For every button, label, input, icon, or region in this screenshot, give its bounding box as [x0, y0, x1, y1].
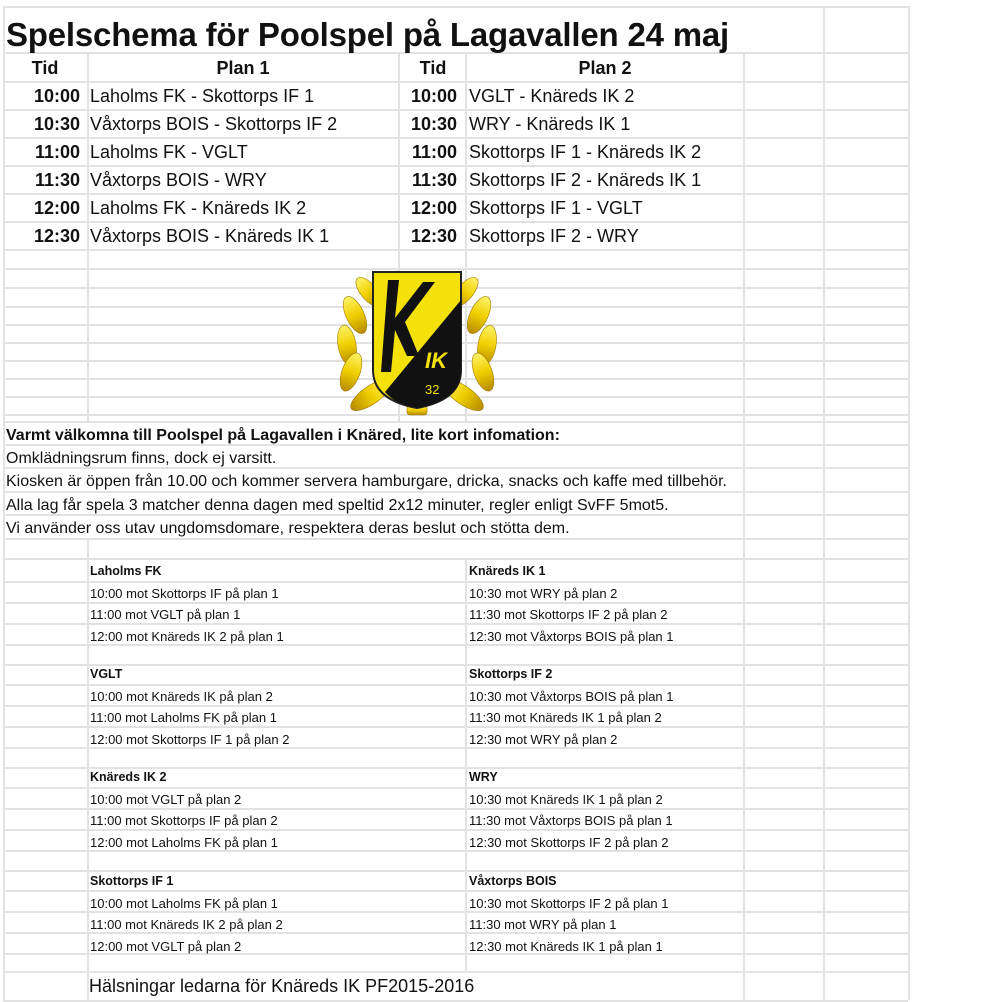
- team-game: 12:30 mot WRY på plan 2: [469, 732, 618, 747]
- match-plan-2: Skottorps IF 2 - WRY: [469, 226, 639, 246]
- grid-row-line: [3, 808, 908, 810]
- team-game: 10:00 mot VGLT på plan 2: [90, 792, 242, 807]
- team-name: Skottorps IF 1: [90, 874, 174, 888]
- match-plan-2: Skottorps IF 1 - VGLT: [469, 198, 643, 218]
- info-line: Kiosken är öppen från 10.00 och kommer servera hamburgare, dricka, snacks och kaffe med tillbehör.: [6, 473, 727, 490]
- grid-row-line: [3, 221, 908, 223]
- team-game: 11:00 mot Skottorps IF på plan 2: [90, 813, 278, 828]
- team-game: 10:30 mot WRY på plan 2: [469, 586, 618, 601]
- footer-greeting: Hälsningar ledarna för Knäreds IK PF2015-2016: [89, 976, 475, 996]
- header-plan-1: Plan 1: [216, 58, 270, 78]
- team-game: 11:00 mot VGLT på plan 1: [90, 607, 241, 622]
- grid-row-line: [3, 890, 908, 892]
- time-plan-2: 11:30: [411, 170, 457, 190]
- grid-row-line: [3, 137, 908, 139]
- time-plan-1: 10:00: [33, 86, 80, 106]
- team-game: 10:00 mot Laholms FK på plan 1: [90, 896, 278, 911]
- grid-col-line: [87, 52, 89, 422]
- grid-row-line: [3, 623, 908, 625]
- grid-row-line: [3, 6, 908, 8]
- team-name: Våxtorps BOIS: [469, 874, 557, 888]
- team-game: 11:00 mot Laholms FK på plan 1: [90, 710, 277, 725]
- info-line: Alla lag får spela 3 matcher denna dagen med speltid 2x12 minuter, regler enligt SvFF 5mot5.: [6, 497, 669, 514]
- time-plan-2: 10:00: [410, 86, 457, 106]
- grid-row-line: [3, 829, 908, 831]
- grid-row-line: [3, 491, 908, 493]
- team-game: 11:30 mot Våxtorps BOIS på plan 1: [469, 813, 673, 828]
- match-plan-1: Våxtorps BOIS - Knäreds IK 1: [90, 226, 330, 246]
- team-game: 10:00 mot Skottorps IF på plan 1: [90, 586, 279, 601]
- grid-row-line: [3, 538, 908, 540]
- team-game: 11:30 mot Skottorps IF 2 på plan 2: [469, 607, 668, 622]
- grid-row-line: [3, 705, 908, 707]
- team-game: 12:30 mot Skottorps IF 2 på plan 2: [469, 835, 669, 850]
- team-game: 11:00 mot Knäreds IK 2 på plan 2: [90, 917, 283, 932]
- grid-row-line: [3, 664, 908, 666]
- team-name: Skottorps IF 2: [469, 667, 553, 681]
- match-plan-1: Laholms FK - Knäreds IK 2: [90, 198, 307, 218]
- time-plan-1: 11:00: [34, 142, 80, 162]
- grid-row-line: [3, 602, 908, 604]
- grid-row-line: [3, 193, 908, 195]
- grid-row-line: [3, 644, 908, 646]
- time-plan-1: 12:30: [33, 226, 80, 246]
- header-time-2: Tid: [419, 58, 447, 78]
- team-game: 12:00 mot VGLT på plan 2: [90, 939, 242, 954]
- info-heading: Varmt välkomna till Poolspel på Lagavallen i Knäred, lite kort infomation:: [6, 427, 560, 444]
- team-game: 12:00 mot Skottorps IF 1 på plan 2: [90, 732, 290, 747]
- crest-year-right: 32: [425, 382, 440, 397]
- time-plan-1: 11:30: [34, 170, 80, 190]
- team-game: 11:30 mot WRY på plan 1: [469, 917, 617, 932]
- team-game: 10:30 mot Skottorps IF 2 på plan 1: [469, 896, 669, 911]
- team-game: 10:00 mot Knäreds IK på plan 2: [90, 689, 273, 704]
- time-plan-2: 11:00: [411, 142, 457, 162]
- header-time-1: Tid: [31, 58, 59, 78]
- time-plan-2: 10:30: [410, 114, 457, 134]
- match-plan-2: VGLT - Knäreds IK 2: [469, 86, 635, 106]
- match-plan-2: Skottorps IF 2 - Knäreds IK 1: [469, 170, 702, 190]
- crest-year-left: 19: [393, 382, 408, 397]
- grid-row-line: [3, 81, 908, 83]
- crest-sub-letters: IK: [425, 348, 447, 373]
- grid-row-line: [3, 747, 908, 749]
- grid-row-line: [3, 767, 908, 769]
- page-title: Spelschema för Poolspel på Lagavallen 24 maj: [6, 16, 729, 53]
- grid-row-line: [3, 850, 908, 852]
- team-game: 11:30 mot Knäreds IK 1 på plan 2: [469, 710, 662, 725]
- team-game: 12:30 mot Våxtorps BOIS på plan 1: [469, 629, 674, 644]
- team-game: 12:30 mot Knäreds IK 1 på plan 1: [469, 939, 663, 954]
- grid-col-line: [465, 558, 467, 972]
- grid-row-line: [3, 109, 908, 111]
- grid-row-line: [3, 726, 908, 728]
- match-plan-1: Laholms FK - VGLT: [90, 142, 248, 162]
- info-line: Vi använder oss utav ungdomsdomare, respektera deras beslut och stötta dem.: [6, 520, 570, 537]
- grid-row-line: [3, 971, 908, 973]
- match-plan-2: Skottorps IF 1 - Knäreds IK 2: [469, 142, 702, 162]
- time-plan-1: 12:00: [33, 198, 80, 218]
- team-name: Knäreds IK 2: [90, 770, 167, 784]
- grid-row-line: [3, 870, 908, 872]
- knareds-ik-crest-icon: [333, 260, 501, 422]
- team-game: 10:30 mot Våxtorps BOIS på plan 1: [469, 689, 674, 704]
- grid-row-line: [3, 684, 908, 686]
- team-game: 12:00 mot Laholms FK på plan 1: [90, 835, 278, 850]
- time-plan-2: 12:30: [410, 226, 457, 246]
- team-name: VGLT: [90, 667, 123, 681]
- team-name: WRY: [469, 770, 498, 784]
- grid-col-line: [743, 52, 745, 1000]
- grid-row-line: [3, 911, 908, 913]
- grid-row-line: [3, 581, 908, 583]
- team-name: Laholms FK: [90, 564, 162, 578]
- match-plan-1: Våxtorps BOIS - Skottorps IF 2: [90, 114, 338, 134]
- grid-row-line: [3, 932, 908, 934]
- grid-col-line: [908, 6, 910, 1000]
- team-game: 10:30 mot Knäreds IK 1 på plan 2: [469, 792, 663, 807]
- match-plan-1: Våxtorps BOIS - WRY: [90, 170, 267, 190]
- match-plan-2: WRY - Knäreds IK 1: [469, 114, 631, 134]
- grid-row-line: [3, 558, 908, 560]
- header-plan-2: Plan 2: [578, 58, 632, 78]
- match-plan-1: Laholms FK - Skottorps IF 1: [90, 86, 315, 106]
- time-plan-1: 10:30: [33, 114, 80, 134]
- grid-col-line: [823, 6, 825, 1000]
- grid-row-line: [3, 249, 908, 251]
- spreadsheet: [3, 6, 926, 1000]
- team-game: 12:00 mot Knäreds IK 2 på plan 1: [90, 629, 284, 644]
- time-plan-2: 12:00: [410, 198, 457, 218]
- grid-col-line: [87, 538, 89, 1000]
- info-line: Omklädningsrum finns, dock ej varsitt.: [6, 450, 277, 467]
- grid-row-line: [3, 165, 908, 167]
- grid-row-line: [3, 787, 908, 789]
- team-name: Knäreds IK 1: [469, 564, 546, 578]
